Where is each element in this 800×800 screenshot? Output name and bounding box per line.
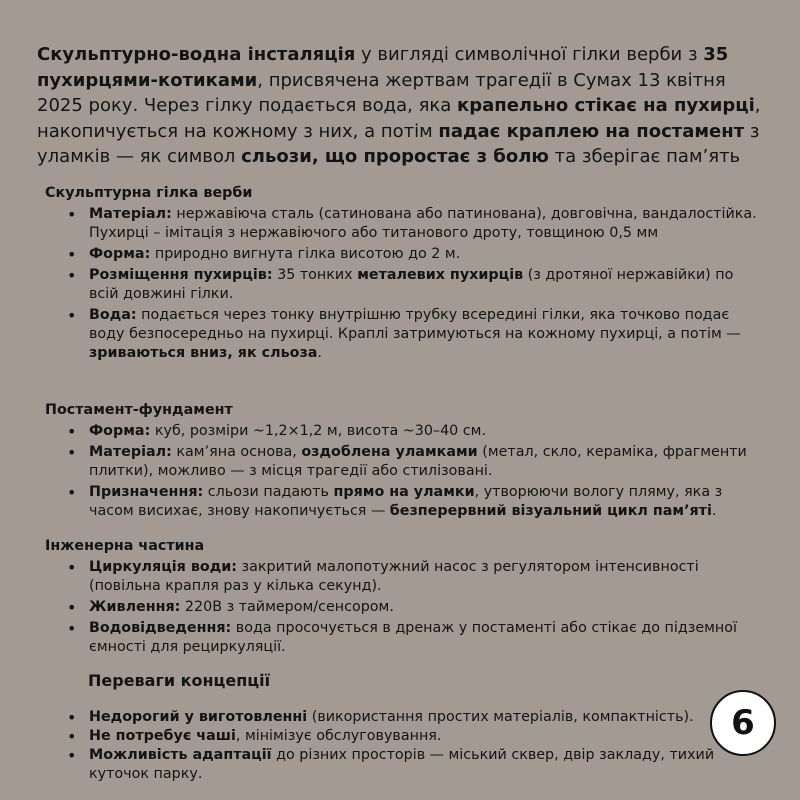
text-run: з уламків — як символ [37, 120, 760, 167]
text-run: кам’яна основа, [171, 444, 302, 460]
list-item [45, 422, 765, 441]
text-run: 35 тонких [272, 267, 358, 283]
bold-text: Циркуляція води: [89, 559, 237, 575]
text-run: . [317, 345, 322, 361]
bold-text: крапельно стікає на пухирці [457, 95, 755, 116]
section-pedestal [45, 401, 765, 523]
bold-text: Вода: [89, 307, 137, 323]
text-run: сльози падають [203, 484, 334, 500]
section-title: Інженерна частина [45, 538, 205, 554]
bold-text: сльози, що проростає з болю [241, 146, 549, 167]
text-run: (метал, скло, кераміка, фрагменти плитки), можливо — з місця трагедії або стилізовані. [89, 444, 747, 479]
section-branch [45, 184, 765, 365]
list-item [45, 443, 765, 481]
bold-text: безперервний візуальний цикл пам’яті [389, 503, 712, 519]
text-run: та зберігає пам’ять [548, 146, 741, 167]
bold-text: 35 пухирцями-котиками [37, 44, 729, 91]
list-item [45, 746, 725, 784]
text-run: (використання простих матеріалів, компактність). [307, 709, 694, 725]
text-run: вода просочується в дренаж у постаменті або стікає до підземної ємності для рециркуляції. [89, 620, 737, 655]
text-run: , мінімізує обслуговування. [235, 728, 442, 744]
list-item [45, 708, 725, 727]
bold-text: оздоблена уламками [301, 444, 478, 460]
section-engineering [45, 537, 765, 659]
bold-text: падає краплею на постамент [438, 120, 745, 142]
bold-text: Живлення: [89, 599, 181, 615]
section-list [45, 205, 765, 363]
list-item [45, 598, 765, 617]
text-run: закритий малопотужний насос з регулятором інтенсивності (повільна крапля раз у кілька секунд). [89, 559, 699, 594]
text-run: у вигляді символічної гілки верби з [355, 44, 704, 65]
bold-text: Скульптурно-водна інсталяція [37, 44, 356, 65]
bold-text: Форма: [89, 423, 151, 439]
text-run: природно вигнута гілка висотою до 2 м. [150, 246, 461, 262]
list-item [45, 483, 765, 521]
bold-text: зриваються вниз, як сльоза [89, 345, 318, 361]
text-run: куб, розміри ~1,2×1,2 м, висота ~30–40 см. [150, 423, 486, 439]
bold-text: металевих пухирців [357, 267, 524, 283]
bold-text: прямо на уламки [333, 484, 475, 500]
bold-text: Матеріал: [89, 206, 172, 222]
text-run: , накопичується на кожному з них, а потім [37, 95, 761, 142]
list-item [45, 205, 765, 243]
section-list [45, 558, 765, 657]
list-item [45, 727, 725, 746]
bold-text: Призначення: [89, 484, 204, 500]
list-item [45, 306, 765, 363]
section-title: Скульптурна гілка верби [45, 185, 253, 201]
section-list [45, 422, 765, 521]
text-run: (з дротяної нержавійки) по всій довжині гілки. [89, 267, 734, 302]
bold-text: Можливість адаптації [89, 747, 272, 763]
bold-text: Не потребує чаші [89, 728, 236, 744]
text-run: подається через тонку внутрішню трубку всередині гілки, яка точково подає воду безпосередньо на пухирці. Краплі затримуються на кожному пухирці, а потім — [89, 307, 741, 342]
text-run: до різних просторів — міський сквер, двір закладу, тихий куточок парку. [89, 747, 715, 782]
bold-text: Матеріал: [89, 444, 172, 460]
list-item [45, 266, 765, 304]
text-run: 220В з таймером/сенсором. [180, 599, 394, 615]
text-run: , утворюючи вологу пляму, яка з часом висихає, знову накопичується — [89, 484, 723, 519]
page-number-badge: 6 [710, 690, 776, 756]
advantages-list [45, 708, 725, 784]
text-run: , присвячена жертвам трагедії в Сумах 13 квітня 2025 року. Через гілку подається вода, яка [37, 69, 726, 116]
advantages-title: Переваги концепції [88, 671, 271, 690]
intro-paragraph [37, 42, 777, 170]
list-item [45, 558, 765, 596]
bold-text: Водовідведення: [89, 620, 232, 636]
text-run: нержавіюча сталь (сатинована або патинована), довговічна, вандалостійка. Пухирці – імітація з нержавіючого або титанового дроту, товщиною 0,5 мм [89, 206, 757, 241]
list-item [45, 619, 765, 657]
bold-text: Розміщення пухирців: [89, 267, 273, 283]
section-title: Постамент-фундамент [45, 402, 233, 418]
bold-text: Недорогий у виготовленні [89, 709, 308, 725]
list-item [45, 245, 765, 264]
bold-text: Форма: [89, 246, 151, 262]
text-run: . [711, 503, 717, 519]
